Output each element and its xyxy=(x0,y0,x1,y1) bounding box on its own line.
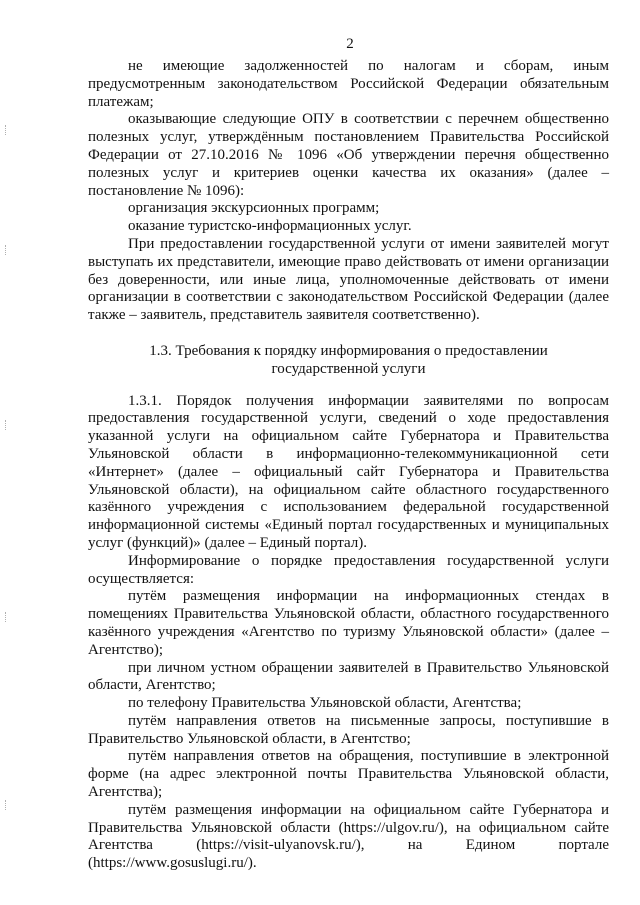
paragraph: путём размещения информации на информационных стендах в помещениях Правительства Ульяновской области, областного государственного казённого учреждения «Агентство по туризму Ульяновской области» (далее – Агентство); xyxy=(88,588,609,658)
paragraph: оказание туристско-информационных услуг. xyxy=(128,218,412,235)
margin-mark xyxy=(5,800,8,810)
document-body xyxy=(88,58,609,873)
paragraph: организация экскурсионных программ; xyxy=(128,200,380,217)
margin-mark xyxy=(5,245,8,255)
section-heading: 1.3. Требования к порядку информирования о предоставлении государственной услуги xyxy=(149,342,548,377)
paragraph: путём направления ответов на обращения, поступившие в электронной форме (на адрес электронной почты Правительства Ульяновской области, Агентства); xyxy=(88,748,609,801)
paragraph: не имеющие задолженностей по налогам и сборам, иным предусмотренным законодательством Российской Федерации обязательным платежам; xyxy=(88,58,609,110)
paragraph: путём размещения информации на официальном сайте Губернатора и Правительства Ульяновской области (https://ulgov.ru/), на официальном сайте Агентства (https://visit-ulyanovsk.ru/), на Едином портале (https://www.gosuslugi.ru/). xyxy=(88,801,609,872)
paragraph: Информирование о порядке предоставления государственной услуги осуществляется: xyxy=(88,552,609,587)
paragraph: по телефону Правительства Ульяновской области, Агентства; xyxy=(128,695,522,712)
paragraph: при личном устном обращении заявителей в Правительство Ульяновской области, Агентство; xyxy=(88,659,609,694)
page-number: 2 xyxy=(346,36,354,52)
paragraph: При предоставлении государственной услуги от имени заявителей могут выступать их представители, имеющие право действовать от имени организации без доверенности, или иные лица, уполномоченные действовать от имени организации в соответствии с законодательством Российской Федерации (далее также – заявитель, представитель заявителя соответственно). xyxy=(88,235,609,324)
margin-mark xyxy=(5,420,8,430)
paragraph: путём направления ответов на письменные запросы, поступившие в Правительство Ульяновской области, в Агентство; xyxy=(88,712,609,747)
paragraph: 1.3.1. Порядок получения информации заявителями по вопросам предоставления государственной услуги, сведений о ходе предоставления указанной услуги на официальном сайте Губернатора и Правительства Ульяновской области в информационно-телекоммуникационной сети «Интернет» (далее – официальный сайт Губернатора и Правительства Ульяновской области), на официальном сайте областного государственного казённого учреждения с использованием федеральной государственной информационной системы «Единый портал государственных и муниципальных услуг (функций)» (далее – Единый портал). xyxy=(88,392,609,551)
margin-mark xyxy=(5,125,8,135)
paragraph: оказывающие следующие ОПУ в соответствии с перечнем общественно полезных услуг, утверждённым постановлением Правительства Российской Федерации от 27.10.2016 № 1096 «Об утверждении перечня общественно полезных услуг и критериев оценки качества их оказания» (далее – постановление № 1096): xyxy=(88,111,609,199)
margin-mark xyxy=(5,612,8,622)
